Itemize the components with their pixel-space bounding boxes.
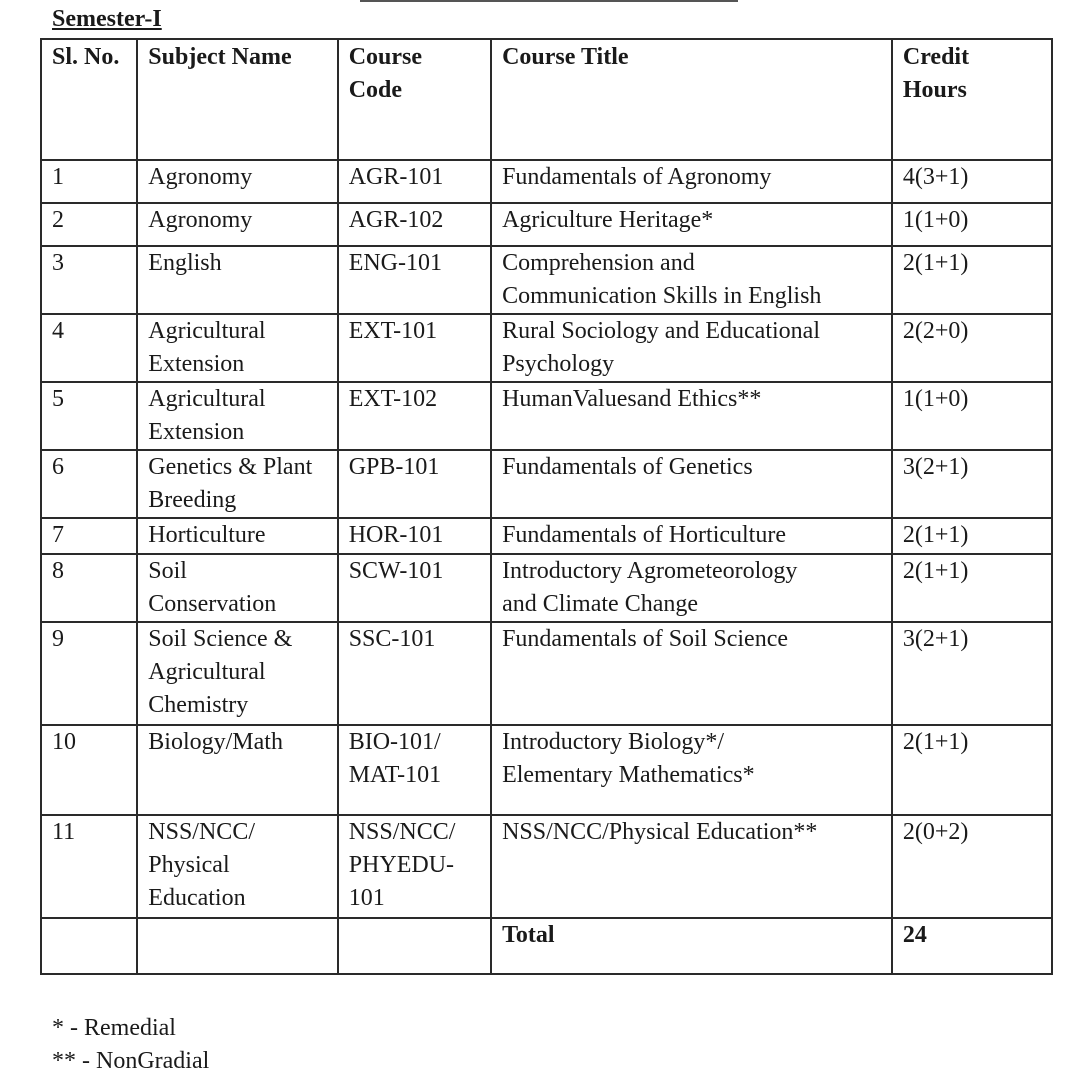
footnote-remedial: * - Remedial [52, 1015, 176, 1041]
course-code-cell: BIO-101/ MAT-101 [338, 725, 491, 815]
course-code-cell: EXT-101 [338, 314, 491, 382]
table-row [41, 450, 1052, 518]
subject-cell: Agronomy [137, 160, 337, 203]
header-course-title: Course Title [491, 39, 892, 160]
empty-cell [41, 918, 137, 974]
sl-no-cell: 6 [41, 450, 137, 518]
credit-cell: 3(2+1) [892, 450, 1052, 518]
footnotes [52, 1012, 209, 1078]
subject-cell: Soil Conservation [137, 554, 337, 622]
table-row [41, 314, 1052, 382]
table-row [41, 622, 1052, 725]
sl-no-cell: 4 [41, 314, 137, 382]
course-title-cell: HumanValuesand Ethics** [491, 382, 892, 450]
credit-cell: 2(1+1) [892, 554, 1052, 622]
course-table [40, 38, 1053, 975]
table-row [41, 382, 1052, 450]
course-title-cell: NSS/NCC/Physical Education** [491, 815, 892, 918]
semester-heading: Semester-I [52, 6, 162, 32]
header-credit-hours: Credit Hours [892, 39, 1052, 160]
subject-cell: Agricultural Extension [137, 382, 337, 450]
subject-cell: NSS/NCC/ Physical Education [137, 815, 337, 918]
table-header-row [41, 39, 1052, 160]
subject-cell: English [137, 246, 337, 314]
table-row [41, 815, 1052, 918]
course-code-cell: GPB-101 [338, 450, 491, 518]
credit-cell: 2(1+1) [892, 246, 1052, 314]
course-title-cell: Introductory Biology*/ Elementary Mathematics* [491, 725, 892, 815]
credit-cell: 1(1+0) [892, 382, 1052, 450]
footnote-nongradial: ** - NonGradial [52, 1048, 210, 1074]
table-row [41, 203, 1052, 246]
credit-cell: 1(1+0) [892, 203, 1052, 246]
course-code-cell: SSC-101 [338, 622, 491, 725]
course-code-cell: ENG-101 [338, 246, 491, 314]
table-row [41, 246, 1052, 314]
sl-no-cell: 3 [41, 246, 137, 314]
table-row [41, 160, 1052, 203]
sl-no-cell: 2 [41, 203, 137, 246]
course-title-cell: Rural Sociology and Educational Psychology [491, 314, 892, 382]
header-subject-name: Subject Name [137, 39, 337, 160]
sl-no-cell: 10 [41, 725, 137, 815]
course-title-cell: Comprehension and Communication Skills in English [491, 246, 892, 314]
credit-cell: 2(1+1) [892, 518, 1052, 554]
subject-cell: Agricultural Extension [137, 314, 337, 382]
course-code-cell: EXT-102 [338, 382, 491, 450]
sl-no-cell: 1 [41, 160, 137, 203]
course-code-cell: AGR-102 [338, 203, 491, 246]
sl-no-cell: 5 [41, 382, 137, 450]
course-title-cell: Fundamentals of Horticulture [491, 518, 892, 554]
empty-cell [137, 918, 337, 974]
course-code-cell: HOR-101 [338, 518, 491, 554]
subject-cell: Soil Science & Agricultural Chemistry [137, 622, 337, 725]
subject-cell: Biology/Math [137, 725, 337, 815]
course-title-cell: Agriculture Heritage* [491, 203, 892, 246]
sl-no-cell: 7 [41, 518, 137, 554]
course-code-cell: SCW-101 [338, 554, 491, 622]
subject-cell: Agronomy [137, 203, 337, 246]
sl-no-cell: 11 [41, 815, 137, 918]
subject-cell: Horticulture [137, 518, 337, 554]
header-sl-no: Sl. No. [41, 39, 137, 160]
table-row [41, 518, 1052, 554]
table-row [41, 554, 1052, 622]
table-row [41, 725, 1052, 815]
total-row [41, 918, 1052, 974]
course-title-cell: Fundamentals of Soil Science [491, 622, 892, 725]
sl-no-cell: 8 [41, 554, 137, 622]
credit-cell: 2(0+2) [892, 815, 1052, 918]
course-code-cell: AGR-101 [338, 160, 491, 203]
credit-cell: 2(2+0) [892, 314, 1052, 382]
empty-cell [338, 918, 491, 974]
credit-cell: 4(3+1) [892, 160, 1052, 203]
subject-cell: Genetics & Plant Breeding [137, 450, 337, 518]
top-divider-line [360, 0, 738, 2]
sl-no-cell: 9 [41, 622, 137, 725]
course-code-cell: NSS/NCC/ PHYEDU- 101 [338, 815, 491, 918]
course-title-cell: Fundamentals of Agronomy [491, 160, 892, 203]
total-label: Total [491, 918, 892, 974]
header-course-code: Course Code [338, 39, 491, 160]
credit-cell: 2(1+1) [892, 725, 1052, 815]
total-value: 24 [892, 918, 1052, 974]
credit-cell: 3(2+1) [892, 622, 1052, 725]
course-title-cell: Introductory Agrometeorology and Climate Change [491, 554, 892, 622]
course-title-cell: Fundamentals of Genetics [491, 450, 892, 518]
